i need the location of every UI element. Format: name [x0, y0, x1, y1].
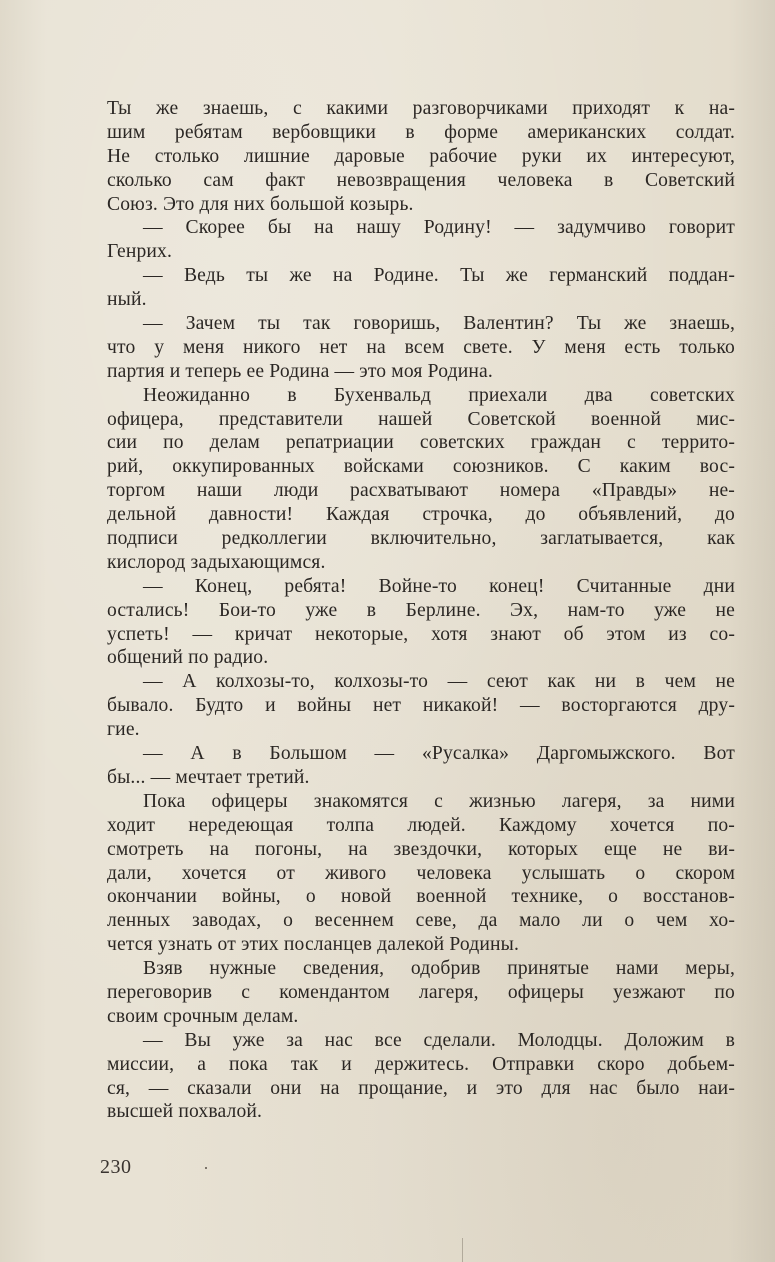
print-speck [205, 1167, 207, 1169]
text-line: подписи редколлегии включительно, заглатывается, как [107, 528, 735, 550]
text-line: сии по делам репатриации советских граждан с террито- [107, 432, 735, 454]
text-line: ся, — сказали они на прощание, и это для нас было наи- [107, 1077, 735, 1099]
text-line: партия и теперь ее Родина — это моя Родина. [107, 360, 493, 382]
text-line: смотреть на погоны, на звездочки, которых еще не ви- [107, 838, 735, 860]
text-line: офицера, представители нашей Советской военной мис- [107, 408, 735, 430]
text-line: что у меня никого нет на всем свете. У меня есть только [107, 336, 735, 358]
text-line: Пока офицеры знакомятся с жизнью лагеря, за ними [143, 790, 735, 812]
text-line: бывало. Будто и войны нет никакой! — восторгаются дру- [107, 695, 735, 717]
text-line: остались! Бои-то уже в Берлине. Эх, нам-то уже не [107, 599, 735, 621]
text-line: чется узнать от этих посланцев далекой Родины. [107, 934, 520, 956]
text-line: Неожиданно в Бухенвальд приехали два советских [143, 384, 735, 406]
text-line: дельной давности! Каждая строчка, до объявлений, до [107, 504, 735, 526]
text-line: Не столько лишние даровые рабочие руки их интересуют, [107, 145, 735, 167]
text-line: — Конец, ребята! Войне-то конец! Считанные дни [143, 575, 735, 597]
text-line: Союз. Это для них большой козырь. [107, 193, 414, 215]
text-line: — А в Большом — «Русалка» Даргомыжского. Вот [143, 743, 735, 765]
text-line: — Зачем ты так говоришь, Валентин? Ты же знаешь, [143, 313, 735, 335]
text-line: кислород задыхающимся. [107, 551, 326, 573]
text-line: сколько сам факт невозвращения человека в Советский [107, 169, 735, 191]
body-text [107, 97, 735, 1124]
text-line: ходит нередеющая толпа людей. Каждому хочется по- [107, 814, 735, 836]
page-number: 230 [100, 1156, 132, 1178]
text-line: миссии, а пока так и держитесь. Отправки скоро добьем- [107, 1053, 735, 1075]
text-line: торгом наши люди расхватывают номера «Правды» не- [107, 480, 735, 502]
text-line: окончании войны, о новой военной технике, о восстанов- [107, 886, 735, 908]
text-line: рий, оккупированных войсками союзников. С каким вос- [107, 456, 735, 478]
text-line: гие. [107, 719, 140, 741]
text-line: ленных заводах, о весеннем севе, да мало ли о чем хо- [107, 910, 735, 932]
text-line: успеть! — кричат некоторые, хотя знают об этом из со- [107, 623, 735, 645]
text-line: Взяв нужные сведения, одобрив принятые нами меры, [143, 958, 735, 980]
text-line: бы... — мечтает третий. [107, 766, 310, 788]
text-line: дали, хочется от живого человека услышать о скором [107, 862, 735, 884]
fold-mark [462, 1238, 463, 1262]
text-line: Генрих. [107, 241, 173, 263]
text-line: — Вы уже за нас все сделали. Молодцы. Доложим в [143, 1029, 735, 1051]
text-line: — Скорее бы на нашу Родину! — задумчиво говорит [143, 217, 735, 239]
text-line: общений по радио. [107, 647, 269, 669]
text-line: ный. [107, 289, 147, 311]
text-line: своим срочным делам. [107, 1005, 299, 1027]
text-line: переговорив с комендантом лагеря, офицеры уезжают по [107, 981, 735, 1003]
text-line: Ты же знаешь, с какими разговорчиками приходят к на- [107, 98, 735, 119]
text-line: — Ведь ты же на Родине. Ты же германский поддан- [143, 265, 735, 287]
text-line: высшей похвалой. [107, 1101, 263, 1123]
text-line: шим ребятам вербовщики в форме американских солдат. [107, 121, 735, 143]
text-line: — А колхозы-то, колхозы-то — сеют как ни в чем не [143, 671, 735, 693]
